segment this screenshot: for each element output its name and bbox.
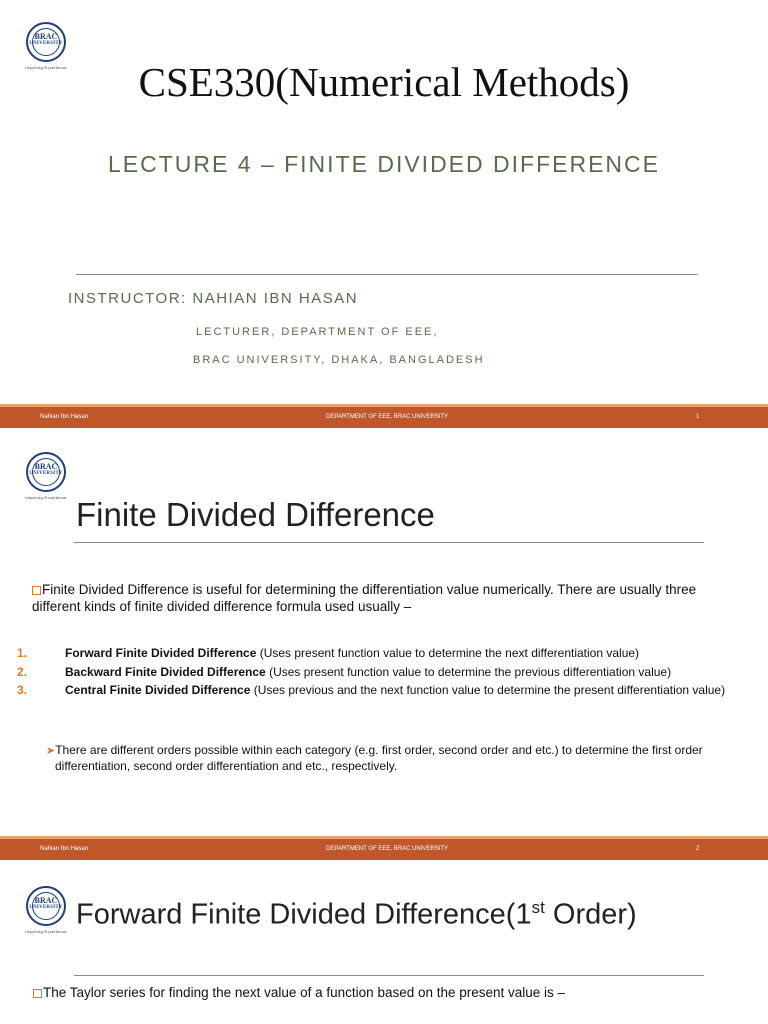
divider — [76, 274, 698, 275]
instructor: INSTRUCTOR: NAHIAN IBN HASAN — [68, 290, 359, 307]
slide-2 — [0, 432, 768, 832]
footer-dept: DEPARTMENT OF EEE, BRAC UNIVERSITY — [326, 846, 449, 852]
intro-paragraph — [33, 984, 745, 1001]
note-paragraph — [46, 743, 755, 774]
checkbox-bullet-icon — [33, 989, 42, 998]
note-text: There are different orders possible within each category (e.g. first order, second order and etc.) to determine the first order differentiation, second order differentiation and etc., respectively. — [55, 743, 703, 773]
list-item-title: Central Finite Divided Difference — [65, 683, 251, 697]
footer-page: 1 — [696, 414, 700, 420]
footer-page: 2 — [696, 846, 700, 852]
intro-text: Finite Divided Difference is useful for determining the differentiation value numerically. There are usually three different kinds of finite divided difference formula used usually – — [32, 582, 697, 614]
list-item-title: Backward Finite Divided Difference — [65, 664, 266, 679]
list-item-desc: (Uses present function value to determine the previous differentiation value) — [265, 664, 672, 679]
list-item — [17, 683, 753, 698]
slide-title — [76, 898, 637, 932]
list-number: 1. — [17, 646, 28, 660]
logo-line1: BRAC — [34, 32, 58, 41]
slide-subtitle: LECTURE 4 – FINITE DIVIDED DIFFERENCE — [108, 151, 660, 177]
list-item-desc: (Uses present function value to determine the next differentiation value) — [256, 646, 640, 660]
logo-tagline: Inspiring Excellence — [25, 495, 67, 500]
list-item-desc: (Uses previous and the next function value to determine the present differentiation value) — [250, 683, 726, 697]
logo-line1: BRAC — [34, 896, 58, 905]
slide-title: CSE330(Numerical Methods) — [138, 59, 630, 105]
list-item-title: Forward Finite Divided Difference — [65, 646, 257, 660]
divider — [74, 975, 704, 976]
slide-3 — [0, 864, 768, 1024]
intro-paragraph — [32, 581, 744, 615]
method-list — [17, 646, 753, 698]
logo-line1: BRAC — [34, 462, 58, 471]
logo-line2: UNIVERSITY — [29, 41, 63, 46]
footer — [0, 404, 768, 428]
slide-title: Finite Divided Difference — [76, 496, 435, 533]
list-item — [17, 646, 753, 661]
checkbox-bullet-icon — [32, 586, 41, 595]
instructor-role: LECTURER, DEPARTMENT OF EEE, — [196, 326, 439, 338]
divider — [74, 542, 704, 543]
list-number: 2. — [17, 664, 28, 679]
instructor-affiliation: BRAC UNIVERSITY, DHAKA, BANGLADESH — [193, 354, 485, 366]
logo-line2: UNIVERSITY — [29, 471, 63, 476]
footer-author: Nahian Ibn Hasan — [40, 846, 89, 852]
slide-title-sup: st — [531, 898, 545, 917]
slide-title-main: Forward Finite Divided Difference(1 — [76, 898, 532, 931]
footer-author: Nahian Ibn Hasan — [40, 414, 89, 420]
list-item — [17, 664, 753, 680]
logo-line2: UNIVERSITY — [29, 905, 63, 910]
footer-dept: DEPARTMENT OF EEE, BRAC UNIVERSITY — [326, 414, 449, 420]
slide-1 — [0, 0, 768, 404]
logo-tagline: Inspiring Excellence — [25, 929, 67, 934]
list-number: 3. — [17, 683, 28, 697]
intro-text: The Taylor series for finding the next value of a function based on the present value is – — [43, 985, 566, 1000]
slide-title-end: Order) — [544, 898, 637, 931]
formula-fragment — [330, 1012, 440, 1024]
logo-tagline: Inspiring Excellence — [25, 65, 67, 70]
arrow-bullet-icon: ➤ — [46, 745, 56, 757]
footer — [0, 836, 768, 860]
